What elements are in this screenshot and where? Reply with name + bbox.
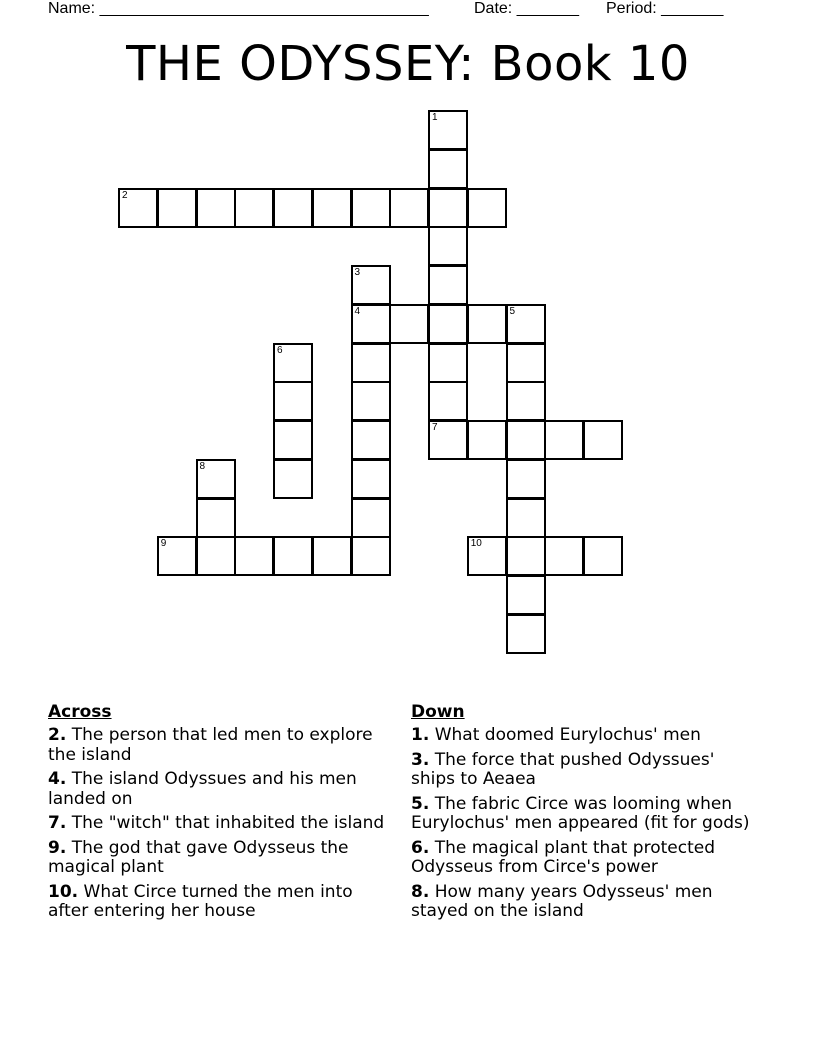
grid-cell[interactable] bbox=[234, 188, 274, 228]
grid-cell[interactable] bbox=[351, 265, 391, 305]
clue-down-8: 8. How many years Odysseus' men stayed on the island bbox=[411, 881, 713, 921]
grid-cell[interactable] bbox=[351, 498, 391, 538]
grid-cell[interactable] bbox=[506, 304, 546, 344]
grid-cell[interactable] bbox=[389, 304, 429, 344]
grid-cell[interactable] bbox=[428, 188, 468, 228]
grid-cell[interactable] bbox=[234, 536, 274, 576]
across-clues bbox=[48, 702, 388, 927]
grid-cell[interactable] bbox=[544, 536, 584, 576]
grid-cell[interactable] bbox=[351, 459, 391, 499]
grid-cell[interactable] bbox=[428, 265, 468, 305]
grid-cell[interactable] bbox=[467, 188, 507, 228]
grid-cell[interactable] bbox=[196, 188, 236, 228]
clue-number: 2 bbox=[122, 189, 128, 201]
grid-cell[interactable] bbox=[312, 188, 352, 228]
grid-cell[interactable] bbox=[351, 420, 391, 460]
grid-cell[interactable] bbox=[428, 304, 468, 344]
grid-cell[interactable] bbox=[506, 575, 546, 615]
grid-cell[interactable] bbox=[312, 536, 352, 576]
clue-number: 6 bbox=[277, 344, 283, 356]
grid-cell[interactable] bbox=[273, 420, 313, 460]
clue-number: 10 bbox=[470, 538, 482, 550]
grid-cell[interactable] bbox=[196, 498, 236, 538]
date-field[interactable]: Date: _______ bbox=[474, 0, 579, 17]
clue-across-10: 10. What Circe turned the men into after entering her house bbox=[48, 881, 353, 921]
grid-cell[interactable] bbox=[506, 420, 546, 460]
grid-cell[interactable] bbox=[273, 459, 313, 499]
clue-number: 4 bbox=[354, 305, 361, 317]
clue-number: 1 bbox=[432, 112, 438, 123]
grid-cell[interactable] bbox=[506, 459, 546, 499]
grid-cell[interactable] bbox=[157, 536, 197, 576]
grid-cell[interactable] bbox=[118, 188, 158, 228]
grid-cell[interactable] bbox=[196, 459, 236, 499]
grid-cell[interactable] bbox=[273, 536, 313, 576]
grid-cell[interactable] bbox=[196, 536, 236, 576]
grid-cell[interactable] bbox=[583, 536, 623, 576]
grid-cell[interactable] bbox=[351, 188, 391, 228]
grid-cell[interactable] bbox=[389, 188, 429, 228]
clue-down-1: 1. What doomed Eurylochus' men bbox=[411, 725, 701, 745]
clue-down-5: 5. The fabric Circe was looming when Eurylochus' men appeared (fit for gods) bbox=[411, 793, 750, 833]
period-field[interactable]: Period: _______ bbox=[606, 0, 724, 17]
clue-across-7: 7. The "witch" that inhabited the island bbox=[48, 813, 385, 833]
grid-cell[interactable] bbox=[273, 188, 313, 228]
grid-cell[interactable] bbox=[544, 420, 584, 460]
grid-cell[interactable] bbox=[467, 420, 507, 460]
clue-number: 9 bbox=[160, 538, 167, 550]
grid-cell[interactable] bbox=[428, 226, 468, 266]
grid-cell[interactable] bbox=[351, 304, 391, 344]
clue-number: 3 bbox=[354, 267, 361, 278]
grid-cell[interactable] bbox=[428, 381, 468, 421]
grid-cell[interactable] bbox=[506, 381, 546, 421]
grid-cell[interactable] bbox=[506, 536, 546, 576]
grid-cell[interactable] bbox=[506, 343, 546, 383]
clue-down-3: 3. The force that pushed Odyssues' ships to Aeaea bbox=[411, 749, 715, 789]
grid-cell[interactable] bbox=[273, 381, 313, 421]
grid-cell[interactable] bbox=[506, 614, 546, 654]
grid-cell[interactable] bbox=[351, 343, 391, 383]
grid-cell[interactable] bbox=[467, 304, 507, 344]
grid-cell[interactable] bbox=[273, 343, 313, 383]
grid-cell[interactable] bbox=[351, 381, 391, 421]
clue-number: 7 bbox=[432, 422, 438, 433]
page-title: THE ODYSSEY: Book 10 bbox=[126, 36, 690, 92]
clue-number: 8 bbox=[199, 460, 206, 472]
grid-cell[interactable] bbox=[428, 110, 468, 150]
across-heading: Across bbox=[48, 702, 112, 722]
clue-across-9: 9. The god that gave Odysseus the magical plant bbox=[48, 837, 349, 877]
grid-cell[interactable] bbox=[467, 536, 507, 576]
clue-down-6: 6. The magical plant that protected Odysseus from Circe's power bbox=[411, 837, 716, 877]
name-field[interactable]: Name: _____________________________________ bbox=[48, 0, 429, 17]
clue-across-4: 4. The island Odyssues and his men landed on bbox=[48, 769, 357, 809]
grid-cell[interactable] bbox=[428, 343, 468, 383]
clue-number: 5 bbox=[509, 305, 516, 317]
grid-cell[interactable] bbox=[428, 149, 468, 189]
grid-cell[interactable] bbox=[583, 420, 623, 460]
grid-cell[interactable] bbox=[157, 188, 197, 228]
down-clues bbox=[411, 702, 756, 927]
grid-cell[interactable] bbox=[351, 536, 391, 576]
clue-across-2: 2. The person that led men to explore the island bbox=[48, 725, 373, 765]
grid-cell[interactable] bbox=[428, 420, 468, 460]
grid-cell[interactable] bbox=[506, 498, 546, 538]
down-heading: Down bbox=[411, 702, 465, 722]
